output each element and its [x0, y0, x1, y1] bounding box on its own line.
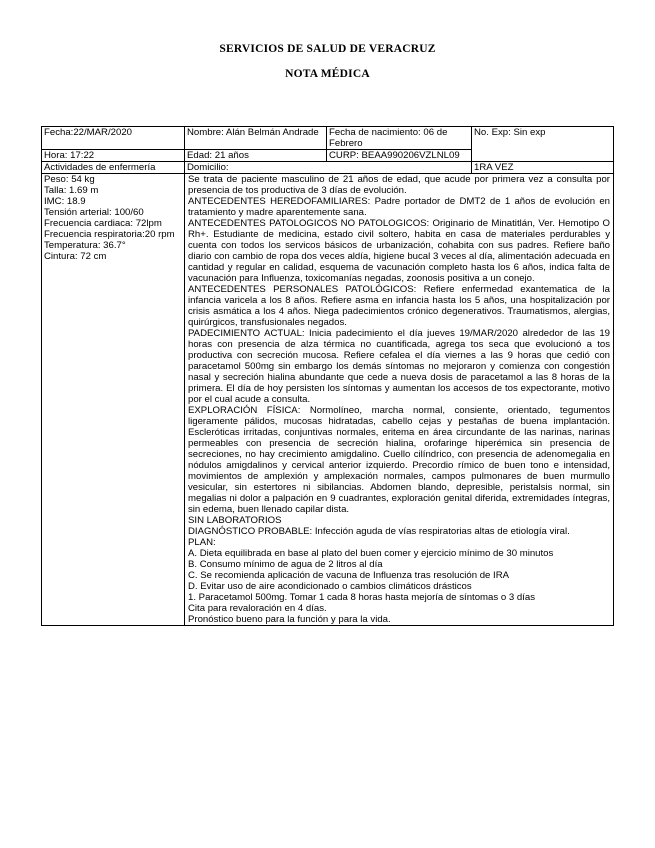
note-family-history: ANTECEDENTES HEREDOFAMILIARES: Padre portador de DMT2 de 1 años de evolución en tratamiento y madre aparentemente sana.	[188, 196, 610, 218]
note-personal-pathological-history: ANTECEDENTES PERSONALES PATOLÓGICOS: Refiere enfermedad exantematica de la infancia varicela a los 8 años. Refiere asma en infancia hasta los 5 años, una hospitalización por crisis asmática a los 4 años. Niega padecimientos crónico degenerativos. Traumatismos, alergias, quirúrgicos, transfusionales negados.	[188, 284, 610, 328]
birthdate-cell: Fecha de nacimiento: 06 de Febrero	[327, 127, 472, 150]
note-follow-up: Cita para revaloración en 4 días.	[188, 603, 327, 614]
vital-weight: Peso: 54 kg	[44, 174, 95, 185]
institution-heading: SERVICIOS DE SALUD DE VERACRUZ	[219, 43, 436, 55]
vital-signs-cell	[42, 174, 185, 626]
curp-cell: CURP: BEAA990206VZLNL09	[327, 150, 472, 162]
note-plan-item: A. Dieta equilibrada en base al plato del buen comer y ejercicio mínimo de 30 minutos	[188, 548, 554, 559]
vital-blood-pressure: Tensión arterial: 100/60	[44, 207, 144, 218]
vital-temperature: Temperatura: 36.7°	[44, 240, 126, 251]
note-prescription: 1. Paracetamol 500mg. Tomar 1 cada 8 horas hasta mejoría de síntomas o 3 días	[188, 592, 535, 603]
note-current-illness: PADECIMIENTO ACTUAL: Inicia padecimiento el día jueves 19/MAR/2020 alrededor de las 19 horas con presencia de alza térmica no cuantificada, agrega tos seca que evolucionó a tos productiva con secreción mucosa. Refiere cefalea el día viernes a las 9 horas que cedió con paracetamol 500mg sin embargo los demás síntomas no mejoraron y comienza con congestión nasal y secreción hialina abundante que cede a nueva dosis de paracetamol a las 8 horas de la primera. El día de hoy persisten los síntomas y aumentan los accesos de tos expectorante, motivo por el cual acude a consulta.	[188, 328, 610, 405]
age-cell: Edad: 21 años	[185, 150, 327, 162]
vital-respiratory-rate: Frecuencia respiratoria:20 rpm	[44, 229, 175, 240]
note-plan-item: C. Se recomienda aplicación de vacuna de Influenza tras resolución de IRA	[188, 570, 510, 581]
table-row	[42, 174, 614, 626]
date-cell: Fecha:22/MAR/2020	[42, 127, 185, 150]
record-number-cell: No. Exp: Sin exp	[472, 127, 614, 162]
document-title: NOTA MÉDICA	[285, 68, 370, 80]
vital-waist: Cintura: 72 cm	[44, 251, 107, 262]
note-non-pathological-history: ANTECEDENTES PATOLOGICOS NO PATOLOGICOS: Originario de Minatitlán, Ver. Hemotipo O Rh+. Estudiante de medicina, estado civil soltero, habita en casa de materiales perdurables y cuenta con todos los servicos básicos de urbanización, cohabita con sus padres. Refiere baño diario con cambio de ropa dos veces aldía, higiene bucal 3 veces al día, alimentación adecuada en cantidad y regular en calidad, esquema de vacunación completo hasta los 6 años, indica falta de vacunación para Influenza, toxicomanías negadas, zoonosis positiva a un conejo.	[188, 218, 610, 284]
note-diagnosis: DIAGNÓSTICO PROBABLE: Infección aguda de vías respiratorias altas de etiología viral.	[188, 526, 570, 537]
note-intro: Se trata de paciente masculino de 21 años de edad, que acude por primera vez a consulta por presencia de tos productiva de 3 días de evolución.	[188, 174, 610, 196]
nursing-activities-cell: Actividades de enfermería	[42, 162, 185, 174]
table-row	[42, 162, 614, 174]
time-cell: Hora: 17:22	[42, 150, 185, 162]
vital-height: Talla: 1.69 m	[44, 185, 99, 196]
clinical-note-cell	[185, 174, 614, 626]
note-prognosis: Pronóstico bueno para la función y para la vida.	[188, 614, 391, 625]
note-plan-heading: PLAN:	[188, 537, 216, 548]
note-physical-exam: EXPLORACIÓN FÍSICA: Normolíneo, marcha normal, consiente, orientado, tegumentos ligeramente pálidos, mucosas hidratadas, cabello cejas y pestañas de buena implantación. Escleróticas irritadas, conjuntivas normales, eritema en área circundante de las narinas, narinas permeables con presencia de secreción hialina, orofaringe hiperémica sin presencia de secreciones, no hay crecimiento amigdalino. Cuello cilíndrico, con presencia de adenomegalia en nódulos amigdalinos y cervical anterior izquierdo. Precordio rímico de buen tono e intensidad, movimientos de amplexión y amplexación normales, campos pulmonares de buen murmullo vesicular, sin estertores ni sibilancias. Abdomen blando, depresible, peristalsis normal, sin megalias ni dolor a palpación en 9 cuadrantes, exploración genital diferida, extremidades íntegras, sin edema, buen llenado capilar dista.	[188, 405, 610, 515]
patient-name-cell: Nombre: Alán Belmán Andrade	[185, 127, 327, 150]
visit-type-cell: 1RA VEZ	[472, 162, 614, 174]
address-cell: Domicilio:	[185, 162, 472, 174]
vital-heart-rate: Frecuencia cardiaca: 72lpm	[44, 218, 162, 229]
medical-note-table	[41, 126, 614, 626]
note-plan-item: D. Evitar uso de aire acondicionado o cambios climáticos drásticos	[188, 581, 472, 592]
note-plan-item: B. Consumo mínimo de agua de 2 litros al día	[188, 559, 383, 570]
table-row	[42, 127, 614, 150]
note-labs: SIN LABORATORIOS	[188, 515, 282, 526]
vital-bmi: IMC: 18.9	[44, 196, 86, 207]
